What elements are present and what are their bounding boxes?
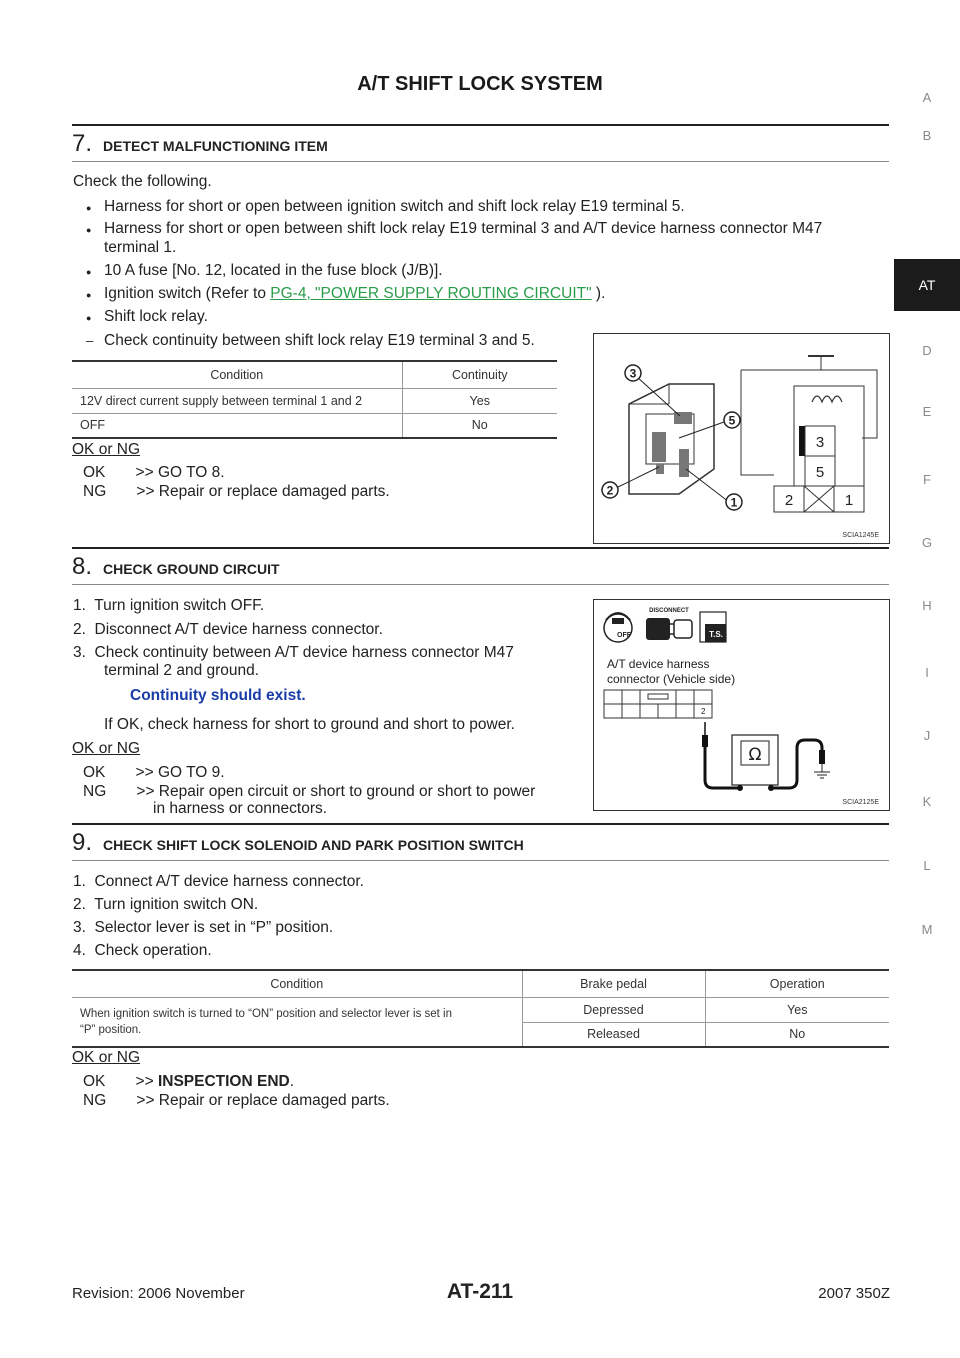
- step-title: DETECT MALFUNCTIONING ITEM: [103, 138, 328, 154]
- ng-result: NG >> Repair open circuit or short to ground or short to power: [83, 783, 536, 800]
- ok-or-ng: OK or NG: [72, 1049, 141, 1066]
- tab-h[interactable]: H: [922, 598, 932, 613]
- terminal-3: 3: [815, 434, 825, 451]
- ohm-symbol: Ω: [748, 745, 762, 765]
- svg-text:DISCONNECT: DISCONNECT: [649, 608, 689, 614]
- harness-diagram: [594, 600, 888, 809]
- relay-diagram: [594, 334, 888, 542]
- procedure-step: 4. Check operation.: [73, 942, 212, 959]
- page-title: A/T SHIFT LOCK SYSTEM: [357, 73, 603, 95]
- test-station-icon: [700, 612, 726, 642]
- ohmmeter: [732, 735, 778, 791]
- connector-label: A/T device harness: [607, 657, 710, 671]
- ok-result: OK >> GO TO 9.: [83, 764, 225, 781]
- bullet-item-cont: terminal 1.: [104, 239, 177, 256]
- step9-header: [72, 823, 889, 861]
- callout-2: [602, 482, 618, 498]
- disconnect-icon: [646, 608, 692, 640]
- ok-or-ng: OK or NG: [72, 441, 141, 458]
- tab-j[interactable]: J: [923, 728, 931, 743]
- harness-figure: [593, 599, 890, 811]
- sub-item: – Check continuity between shift lock relay E19 terminal 3 and 5.: [104, 331, 535, 351]
- callout-1: [726, 494, 742, 510]
- note-text: If OK, check harness for short to ground and short to power.: [104, 716, 515, 733]
- figure-code: SCIA2125E: [842, 799, 879, 806]
- step-number: 9.: [72, 829, 93, 856]
- procedure-step: 3. Check continuity between A/T device harness connector M47: [73, 644, 514, 661]
- callout-3: [625, 365, 641, 381]
- pin-label: 2: [701, 707, 706, 716]
- continuity-table: Condition Continuity 12V direct current supply between terminal 1 and 2 Yes OFF No: [72, 360, 557, 439]
- step-number: 7.: [72, 130, 93, 157]
- ok-result: OK >> GO TO 8.: [83, 464, 225, 481]
- step7-intro: Check the following.: [73, 173, 212, 190]
- tab-i[interactable]: I: [925, 665, 929, 680]
- step7-header: [72, 124, 889, 162]
- tab-k[interactable]: K: [922, 794, 932, 809]
- tab-l[interactable]: L: [923, 858, 931, 873]
- pg4-link[interactable]: PG-4, "POWER SUPPLY ROUTING CIRCUIT": [270, 285, 592, 302]
- bullet-item: ● Harness for short or open between ignition switch and shift lock relay E19 terminal 5.: [104, 197, 685, 217]
- relay-figure: [593, 333, 890, 544]
- spec-value: Continuity should exist.: [130, 687, 306, 704]
- procedure-step: 1. Connect A/T device harness connector.: [73, 873, 364, 890]
- terminal-5: 5: [815, 464, 825, 481]
- procedure-step: 3. Selector lever is set in “P” position.: [73, 919, 334, 936]
- procedure-step: 2. Disconnect A/T device harness connector.: [73, 621, 383, 638]
- tab-d[interactable]: D: [922, 343, 932, 358]
- svg-text:3: 3: [629, 366, 637, 381]
- procedure-step-cont: terminal 2 and ground.: [104, 662, 260, 679]
- step8-header: [72, 547, 889, 585]
- ng-result-cont: in harness or connectors.: [153, 800, 328, 817]
- page-number: AT-211: [446, 1280, 514, 1303]
- tab-e[interactable]: E: [922, 404, 932, 419]
- revision-date: Revision: 2006 November: [72, 1285, 245, 1302]
- tab-at[interactable]: AT: [894, 259, 960, 311]
- operation-table: Condition Brake pedal Operation When ignition switch is turned to “ON” position and selector lever is set in “P” position. Depressed Yes Released No: [72, 969, 889, 1048]
- ignition-off-icon: [604, 613, 632, 642]
- bullet-item: ● Ignition switch (Refer to PG-4, "POWER SUPPLY ROUTING CIRCUIT" ).: [104, 284, 605, 304]
- model-name: 2007 350Z: [818, 1285, 890, 1302]
- ok-or-ng: OK or NG: [72, 740, 141, 757]
- step-title: CHECK GROUND CIRCUIT: [103, 561, 280, 577]
- svg-text:1: 1: [730, 495, 738, 510]
- connector-label: connector (Vehicle side): [607, 672, 736, 686]
- step-title: CHECK SHIFT LOCK SOLENOID AND PARK POSITION SWITCH: [103, 837, 524, 853]
- tab-f[interactable]: F: [923, 472, 931, 487]
- harness-connector: [604, 690, 712, 718]
- tab-a[interactable]: A: [922, 90, 932, 105]
- bullet-item: ● Shift lock relay.: [104, 307, 208, 327]
- ground-icon: [814, 764, 830, 778]
- tab-g[interactable]: G: [921, 535, 933, 550]
- ng-result: NG >> Repair or replace damaged parts.: [83, 483, 390, 500]
- svg-text:T.S.: T.S.: [709, 630, 723, 639]
- terminal-2: 2: [784, 492, 794, 509]
- step-number: 8.: [72, 553, 93, 580]
- procedure-step: 1. Turn ignition switch OFF.: [73, 597, 265, 614]
- svg-text:OFF: OFF: [617, 632, 631, 639]
- figure-code: SCIA1245E: [842, 532, 879, 539]
- condition-cell: When ignition switch is turned to “ON” position and selector lever is set in “P” position.: [72, 997, 522, 1047]
- tab-m[interactable]: M: [921, 922, 933, 937]
- callout-5: [724, 412, 740, 428]
- ok-result: OK >> INSPECTION END.: [83, 1073, 295, 1090]
- ng-result: NG >> Repair or replace damaged parts.: [83, 1092, 390, 1109]
- svg-text:5: 5: [728, 413, 736, 428]
- bullet-item: ● Harness for short or open between shift lock relay E19 terminal 3 and A/T device harness connector M47: [104, 219, 822, 239]
- bullet-item: ● 10 A fuse [No. 12, located in the fuse block (J/B)].: [104, 261, 443, 281]
- procedure-step: 2. Turn ignition switch ON.: [73, 896, 259, 913]
- svg-text:2: 2: [606, 483, 614, 498]
- terminal-1: 1: [844, 492, 854, 509]
- tab-b[interactable]: B: [922, 128, 932, 143]
